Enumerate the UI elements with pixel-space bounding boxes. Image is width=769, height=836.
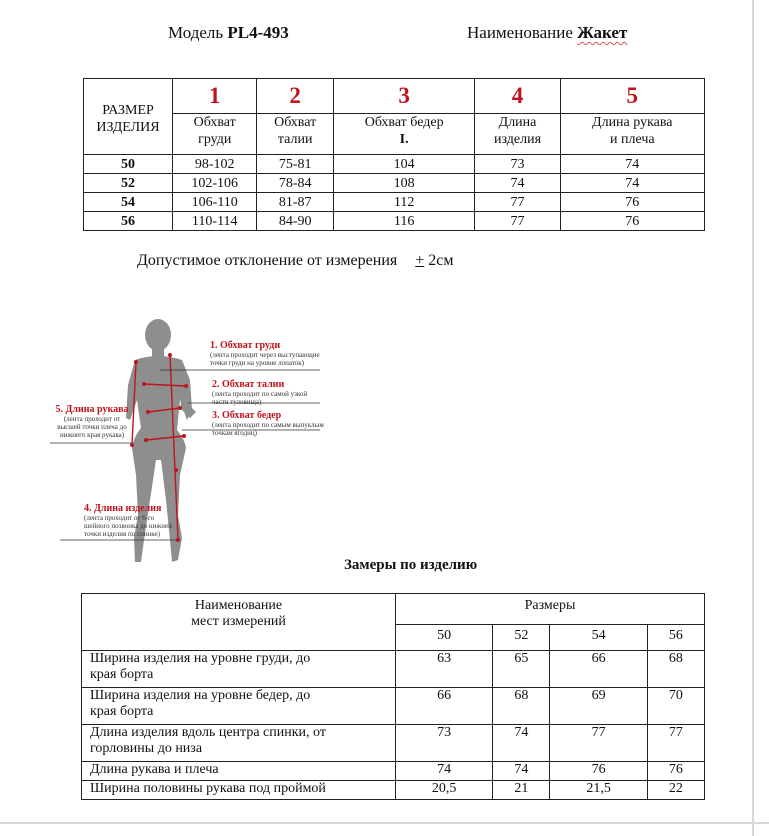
column-number-5: 5	[560, 79, 704, 114]
name-value: Жакет	[577, 23, 628, 42]
size-column-header: РАЗМЕР ИЗДЕЛИЯ	[84, 79, 173, 155]
size-header-56: 56	[647, 625, 704, 651]
table-row: Длина изделия вдоль центра спинки, от горловины до низа 73 74 77 77	[82, 725, 705, 762]
sizes-header: Размеры	[396, 594, 705, 625]
size-header-52: 52	[493, 625, 550, 651]
column-caption-3: Обхват бедер I.	[333, 114, 475, 155]
table-row: Ширина половины рукава под проймой 20,5 21 21,5 22	[82, 781, 705, 800]
model-heading	[168, 23, 289, 43]
column-number-4: 4	[475, 79, 560, 114]
table-row: Ширина изделия на уровне груди, до края борта 63 65 66 68	[82, 651, 705, 688]
size-chart-table	[83, 78, 705, 231]
column-caption-5: Длина рукава и плеча	[560, 114, 704, 155]
table-row: 56 110-114 84-90 116 77 76	[84, 212, 705, 231]
column-caption-4: Длина изделия	[475, 114, 560, 155]
name-heading	[467, 23, 627, 43]
tolerance-text: Допустимое отклонение от измерения	[137, 252, 398, 269]
measurements-title: Замеры по изделию	[344, 557, 478, 573]
column-caption-2: Обхват талии	[257, 114, 333, 155]
size-header-54: 54	[550, 625, 647, 651]
table-row: 54 106-110 81-87 112 77 76	[84, 193, 705, 212]
column-number-3: 3	[333, 79, 475, 114]
table-row: Ширина изделия на уровне бедер, до края борта 66 68 69 70	[82, 688, 705, 725]
page-border-bottom	[0, 822, 769, 824]
plus-minus-sign: +	[415, 252, 425, 269]
annotation-hips: 3. Обхват бедер (лента проходит по самым выпуклым точкам ягодиц)	[212, 410, 324, 437]
measurements-table	[81, 593, 705, 800]
tolerance-note	[137, 252, 454, 270]
tolerance-value: 2см	[428, 252, 454, 269]
mannequin-illustration	[40, 300, 370, 580]
measurement-figure	[40, 300, 370, 580]
column-caption-1: Обхват груди	[173, 114, 257, 155]
model-label: Модель	[168, 23, 224, 42]
annotation-garment-length: 4. Длина изделия (лента проходит от 6-го шейного позвонка до нижней точки изделия по спинке)	[84, 503, 172, 538]
table-row: 52 102-106 78-84 108 74 74	[84, 174, 705, 193]
table-row: Длина рукава и плеча 74 74 76 76	[82, 762, 705, 781]
annotation-chest: 1. Обхват груди (лента проходит через выступающие точки груди на уровне лопаток)	[210, 340, 320, 367]
column-number-2: 2	[257, 79, 333, 114]
size-header-50: 50	[396, 625, 493, 651]
name-label: Наименование	[467, 23, 573, 42]
model-value: PL4-493	[227, 23, 289, 42]
measurement-name-header: Наименование мест измерений	[82, 594, 396, 651]
page-border-right	[752, 0, 754, 836]
annotation-sleeve-length: 5. Длина рукава (лента проходит от высшей точки плеча до нижнего края рукава)	[55, 404, 129, 439]
annotation-waist: 2. Обхват талии (лента проходит по самой узкой части туловища)	[212, 379, 308, 406]
table-row: 50 98-102 75-81 104 73 74	[84, 155, 705, 174]
column-number-1: 1	[173, 79, 257, 114]
